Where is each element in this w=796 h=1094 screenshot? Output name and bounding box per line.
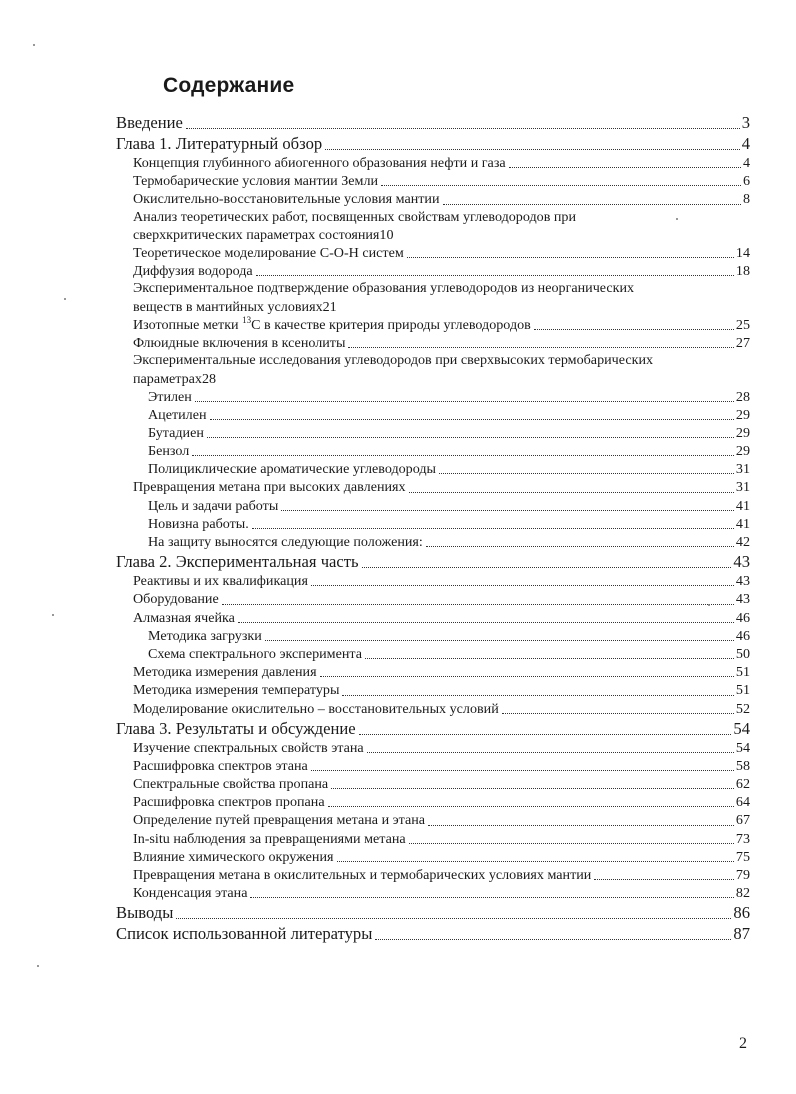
toc-entry[interactable] bbox=[116, 700, 750, 718]
dot-leader bbox=[186, 128, 740, 129]
toc-entry-text: Методика измерения давления bbox=[133, 664, 317, 681]
dot-leader bbox=[426, 546, 734, 547]
toc-entry-chapter-3[interactable] bbox=[116, 718, 750, 739]
toc-entry-chapter-1[interactable] bbox=[116, 133, 750, 154]
dot-leader bbox=[311, 770, 734, 771]
toc-page-number: 21 bbox=[322, 298, 337, 315]
dot-leader bbox=[238, 622, 734, 623]
toc-page-number: 52 bbox=[735, 700, 750, 717]
toc-entry-text: Схема спектрального эксперимента bbox=[148, 645, 362, 662]
toc-entry-text: Конденсация этана bbox=[133, 885, 248, 902]
toc-page-number: 18 bbox=[735, 263, 750, 280]
toc-entry[interactable] bbox=[116, 334, 750, 352]
toc-entry-text: Диффузия водорода bbox=[133, 263, 253, 280]
dot-leader bbox=[342, 695, 733, 696]
dot-leader bbox=[337, 861, 734, 862]
toc-page-number: 10 bbox=[379, 226, 394, 243]
dot-leader bbox=[375, 939, 731, 940]
toc-entry[interactable] bbox=[116, 681, 750, 699]
dot-leader bbox=[594, 879, 734, 880]
toc-entry-text: Ацетилен bbox=[148, 406, 207, 423]
dot-leader bbox=[439, 473, 734, 474]
toc-entry-text-line2: сверхкритических параметрах состояния bbox=[133, 226, 380, 243]
dot-leader bbox=[381, 185, 741, 186]
dot-leader bbox=[328, 806, 734, 807]
dot-leader bbox=[534, 329, 734, 330]
toc-entry[interactable] bbox=[116, 866, 750, 884]
toc-entry-text-post: C в качестве критерия природы углеводородов bbox=[251, 316, 531, 333]
toc-page-number: 43 bbox=[735, 573, 750, 590]
toc-entry-text: Глава 2. Экспериментальная часть bbox=[116, 552, 359, 572]
toc-subentry[interactable] bbox=[116, 406, 750, 424]
toc-entry[interactable] bbox=[116, 830, 750, 848]
toc-page-number: 41 bbox=[735, 497, 750, 514]
dot-leader bbox=[359, 734, 732, 735]
scan-speck bbox=[64, 298, 66, 300]
toc-page-number: 54 bbox=[733, 718, 750, 738]
dot-leader bbox=[331, 788, 734, 789]
toc-entry-chapter-2[interactable] bbox=[116, 551, 750, 572]
toc-entry-text: Термобарические условия мантии Земли bbox=[133, 173, 379, 190]
toc-page-number: 4 bbox=[741, 134, 750, 153]
toc-page-number: 43 bbox=[733, 552, 750, 572]
dot-leader bbox=[311, 585, 734, 586]
toc-subentry[interactable] bbox=[116, 388, 750, 406]
dot-leader bbox=[192, 455, 734, 456]
toc-entry-multiline[interactable] bbox=[116, 209, 750, 244]
toc-page-number: 46 bbox=[735, 627, 750, 644]
toc-page-number: 51 bbox=[735, 664, 750, 681]
toc-subentry[interactable] bbox=[116, 460, 750, 478]
toc-entry-text: Окислительно-восстановительные условия мантии bbox=[133, 191, 440, 208]
scan-speck bbox=[708, 604, 710, 606]
toc-page-number: 46 bbox=[735, 609, 750, 626]
toc-subentry[interactable] bbox=[116, 627, 750, 645]
dot-leader bbox=[362, 567, 732, 568]
dot-leader bbox=[428, 825, 734, 826]
page-number: 2 bbox=[739, 1035, 747, 1052]
scan-speck bbox=[676, 218, 678, 220]
dot-leader bbox=[265, 640, 734, 641]
dot-leader bbox=[256, 275, 734, 276]
toc-entry-references[interactable] bbox=[116, 923, 750, 944]
scan-speck bbox=[33, 44, 35, 46]
toc-page-number: 50 bbox=[735, 645, 750, 662]
toc-page-number: 14 bbox=[735, 244, 750, 261]
toc-page-number: 4 bbox=[742, 154, 750, 171]
dot-leader bbox=[252, 528, 734, 529]
toc-subentry[interactable] bbox=[116, 497, 750, 515]
toc-page-number: 29 bbox=[735, 424, 750, 441]
toc-entry-text-line2: веществ в мантийных условиях bbox=[133, 298, 323, 315]
dot-leader bbox=[195, 401, 734, 402]
toc-entry-text: Определение путей превращения метана и этана bbox=[133, 812, 426, 829]
toc-entry-text: Изучение спектральных свойств этана bbox=[133, 739, 364, 756]
toc-page-number: 27 bbox=[735, 334, 750, 351]
dot-leader bbox=[325, 149, 740, 150]
toc-page-number: 75 bbox=[735, 848, 750, 865]
toc-entry-text: На защиту выносятся следующие положения: bbox=[148, 534, 423, 551]
toc-page-number: 8 bbox=[742, 191, 750, 208]
toc-subentry[interactable] bbox=[116, 424, 750, 442]
toc-page-number: 28 bbox=[735, 388, 750, 405]
toc-page-number: 29 bbox=[735, 443, 750, 460]
scan-speck bbox=[37, 965, 39, 967]
toc-entry-text: Введение bbox=[116, 113, 183, 132]
toc-entry-text: Методика загрузки bbox=[148, 627, 262, 644]
toc-page-number: 43 bbox=[735, 591, 750, 608]
dot-leader bbox=[407, 257, 734, 258]
toc-entry-conclusions[interactable] bbox=[116, 902, 750, 923]
toc-entry[interactable] bbox=[116, 811, 750, 829]
dot-leader bbox=[509, 167, 741, 168]
toc-entry-text: Влияние химического окружения bbox=[133, 848, 334, 865]
toc-entry[interactable] bbox=[116, 262, 750, 280]
toc-entry[interactable] bbox=[116, 884, 750, 902]
page-title: Содержание bbox=[163, 74, 295, 97]
dot-leader bbox=[348, 347, 733, 348]
toc-entry[interactable] bbox=[116, 609, 750, 627]
toc-entry[interactable] bbox=[116, 757, 750, 775]
toc-page-number: 86 bbox=[733, 903, 750, 923]
toc-entry-text: Список использованной литературы bbox=[116, 924, 373, 944]
toc-entry-text: Флюидные включения в ксенолиты bbox=[133, 334, 346, 351]
dot-leader bbox=[409, 843, 734, 844]
toc-entry[interactable] bbox=[116, 172, 750, 190]
toc-entry-text: Оборудование bbox=[133, 591, 219, 608]
dot-leader bbox=[250, 897, 733, 898]
toc-entry-intro[interactable] bbox=[116, 112, 750, 133]
toc-entry-text: Глава 1. Литературный обзор bbox=[116, 134, 323, 153]
toc-entry-isotope[interactable] bbox=[116, 316, 750, 334]
superscript-13: 13 bbox=[242, 314, 252, 325]
toc-entry[interactable] bbox=[116, 190, 750, 208]
toc-page-number: 62 bbox=[735, 776, 750, 793]
toc-entry-multiline[interactable] bbox=[116, 280, 750, 315]
toc-subentry[interactable] bbox=[116, 515, 750, 533]
toc-entry-text-line1: Экспериментальное подтверждение образования углеводородов из неорганических bbox=[133, 280, 635, 297]
toc-subentry[interactable] bbox=[116, 533, 750, 551]
toc-entry-text: Спектральные свойства пропана bbox=[133, 776, 329, 793]
toc-page-number: 31 bbox=[735, 461, 750, 478]
toc-entry[interactable] bbox=[116, 244, 750, 262]
toc-entry[interactable] bbox=[116, 775, 750, 793]
toc-entry-text-line2: параметрах bbox=[133, 370, 202, 387]
dot-leader bbox=[443, 204, 741, 205]
toc-page-number: 6 bbox=[742, 173, 750, 190]
dot-leader bbox=[281, 510, 734, 511]
toc-entry-text: Этилен bbox=[148, 388, 192, 405]
toc-page-number: 73 bbox=[735, 830, 750, 847]
toc-subentry[interactable] bbox=[116, 442, 750, 460]
toc-entry-text: Выводы bbox=[116, 903, 174, 923]
toc-entry-text: Расшифровка спектров этана bbox=[133, 757, 308, 774]
toc-entry-text: Расшифровка спектров пропана bbox=[133, 794, 325, 811]
toc-entry-text-line1: Анализ теоретических работ, посвященных свойствам углеводородов при bbox=[133, 208, 577, 225]
toc-entry[interactable] bbox=[116, 663, 750, 681]
toc-entry-text bbox=[133, 316, 531, 334]
toc-page-number: 54 bbox=[735, 739, 750, 756]
toc-entry[interactable] bbox=[116, 590, 750, 608]
toc-entry-text: Бензол bbox=[148, 443, 190, 460]
toc-entry[interactable] bbox=[116, 739, 750, 757]
toc-page-number: 31 bbox=[735, 479, 750, 496]
toc-page-number: 82 bbox=[735, 885, 750, 902]
toc-page-number: 67 bbox=[735, 812, 750, 829]
dot-leader bbox=[409, 492, 734, 493]
toc-entry-text: Реактивы и их квалификация bbox=[133, 573, 308, 590]
toc-entry-text: Превращения метана при высоких давлениях bbox=[133, 479, 406, 496]
toc-page-number: 87 bbox=[733, 924, 750, 944]
toc-entry-text: Концепция глубинного абиогенного образования нефти и газа bbox=[133, 154, 506, 171]
toc-entry-text: Бутадиен bbox=[148, 424, 204, 441]
dot-leader bbox=[210, 419, 734, 420]
toc-entry-multiline[interactable] bbox=[116, 352, 750, 387]
dot-leader bbox=[365, 658, 734, 659]
toc-page-number: 3 bbox=[741, 113, 750, 132]
toc-entry-text: Полициклические ароматические углеводороды bbox=[148, 461, 436, 478]
toc-page-number: 29 bbox=[735, 406, 750, 423]
dot-leader bbox=[320, 676, 734, 677]
dot-leader bbox=[367, 752, 734, 753]
toc-page-number: 64 bbox=[735, 794, 750, 811]
toc-entry[interactable] bbox=[116, 154, 750, 172]
toc-entry-text: Глава 3. Результаты и обсуждение bbox=[116, 718, 356, 738]
toc-entry[interactable] bbox=[116, 572, 750, 590]
toc-entry-text: Методика измерения температуры bbox=[133, 682, 340, 699]
toc-entry-text: Алмазная ячейка bbox=[133, 609, 235, 626]
toc-entry-text: Цель и задачи работы bbox=[148, 497, 279, 514]
toc-entry-text: Моделирование окислительно – восстановительных условий bbox=[133, 700, 499, 717]
toc-entry-text-line1: Экспериментальные исследования углеводородов при сверхвысоких термобарических bbox=[133, 352, 654, 369]
dot-leader bbox=[207, 437, 734, 438]
dot-leader bbox=[222, 604, 734, 605]
toc-entry[interactable] bbox=[116, 848, 750, 866]
toc-entry-text: Превращения метана в окислительных и термобарических условиях мантии bbox=[133, 867, 592, 884]
table-of-contents bbox=[116, 112, 750, 944]
toc-page-number: 58 bbox=[735, 757, 750, 774]
toc-page-number: 41 bbox=[735, 515, 750, 532]
toc-entry[interactable] bbox=[116, 793, 750, 811]
toc-page-number: 42 bbox=[735, 534, 750, 551]
toc-subentry[interactable] bbox=[116, 645, 750, 663]
toc-entry-text: Теоретическое моделирование С-О-Н систем bbox=[133, 244, 404, 261]
toc-entry-text: In-situ наблюдения за превращениями метана bbox=[133, 830, 406, 847]
scan-speck bbox=[52, 614, 54, 616]
toc-entry-text: Новизна работы. bbox=[148, 515, 249, 532]
toc-page-number: 79 bbox=[735, 867, 750, 884]
toc-page-number: 51 bbox=[735, 682, 750, 699]
dot-leader bbox=[176, 918, 731, 919]
toc-entry[interactable] bbox=[116, 478, 750, 496]
dot-leader bbox=[502, 713, 734, 714]
toc-entry-text-pre: Изотопные метки bbox=[133, 316, 243, 333]
toc-page-number: 28 bbox=[201, 370, 217, 387]
toc-page-number: 25 bbox=[735, 316, 750, 333]
